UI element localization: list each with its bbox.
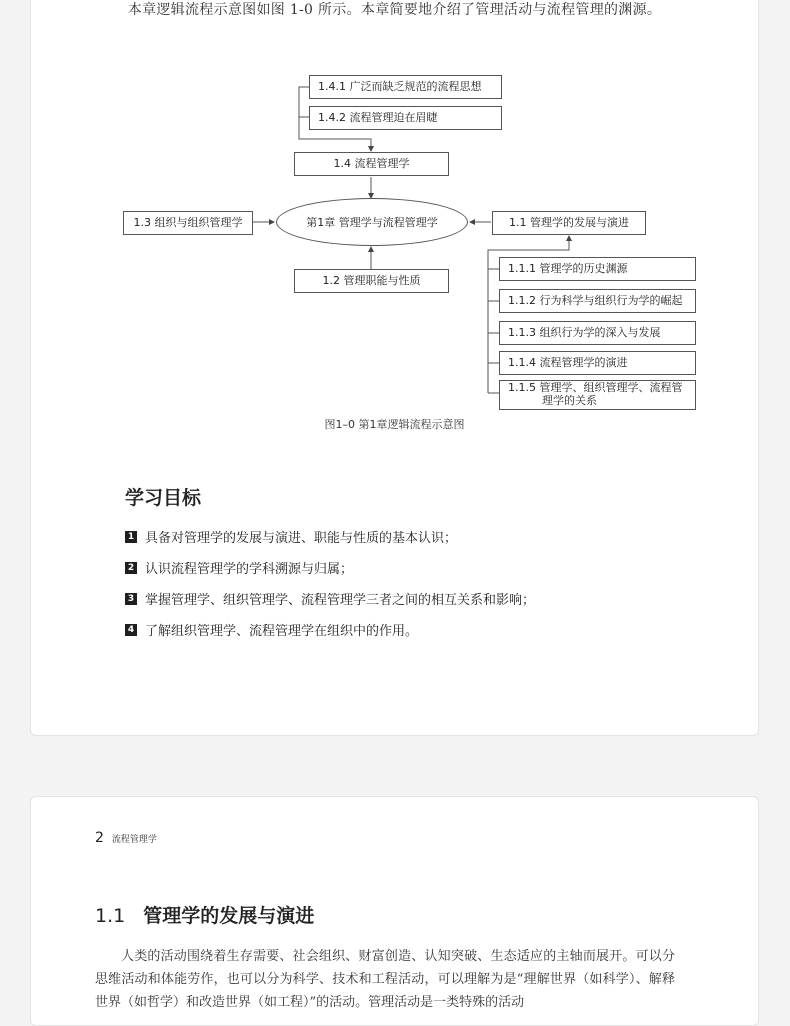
node-1-1-1: 1.1.1 管理学的历史渊源 bbox=[499, 257, 696, 281]
objective-number: 1 bbox=[125, 531, 137, 543]
section-number: 1.1 bbox=[95, 905, 126, 927]
objective-number: 4 bbox=[125, 624, 137, 636]
objective-text: 认识流程管理学的学科溯源与归属； bbox=[145, 562, 354, 577]
objective-text: 掌握管理学、组织管理学、流程管理学三者之间的相互关系和影响； bbox=[145, 593, 536, 608]
node-1-1-3: 1.1.3 组织行为学的深入与发展 bbox=[499, 321, 696, 345]
node-1-1-2: 1.1.2 行为科学与组织行为学的崛起 bbox=[499, 289, 696, 313]
objective-item bbox=[125, 589, 535, 608]
node-1-4: 1.4 流程管理学 bbox=[294, 152, 449, 176]
section-title: 管理学的发展与演进 bbox=[143, 905, 315, 927]
node-1-1-4: 1.1.4 流程管理学的演进 bbox=[499, 351, 696, 375]
node-1-4-2: 1.4.2 流程管理迫在眉睫 bbox=[309, 106, 502, 130]
page-2 bbox=[30, 796, 759, 1026]
node-1-1-5-line1: 1.1.5 管理学、组织管理学、流程管 bbox=[508, 381, 683, 395]
node-chapter-1: 第1章 管理学与流程管理学 bbox=[276, 198, 468, 246]
node-1-4-1: 1.4.1 广泛而缺乏规范的流程思想 bbox=[309, 75, 502, 99]
objective-text: 了解组织管理学、流程管理学在组织中的作用。 bbox=[145, 624, 419, 639]
figure-caption: 图1–0 第1章逻辑流程示意图 bbox=[324, 418, 465, 431]
node-1-3: 1.3 组织与组织管理学 bbox=[123, 211, 253, 235]
book-title: 流程管理学 bbox=[111, 835, 157, 845]
objective-number: 2 bbox=[125, 562, 137, 574]
node-1-1: 1.1 管理学的发展与演进 bbox=[492, 211, 646, 235]
page-1 bbox=[30, 0, 759, 736]
page-number: 2 bbox=[95, 830, 104, 846]
objective-text: 具备对管理学的发展与演进、职能与性质的基本认识； bbox=[145, 531, 458, 546]
objective-item bbox=[125, 558, 353, 577]
objectives-title: 学习目标 bbox=[125, 487, 202, 509]
objective-item bbox=[125, 527, 457, 546]
objective-item bbox=[125, 620, 418, 639]
objective-number: 3 bbox=[125, 593, 137, 605]
node-1-2: 1.2 管理职能与性质 bbox=[294, 269, 449, 293]
node-1-1-5-line2: 理学的关系 bbox=[542, 394, 597, 407]
section-heading bbox=[95, 901, 314, 928]
intro-text: 本章逻辑流程示意图如图 1-0 所示。本章简要地介绍了管理活动与流程管理的渊源。 bbox=[127, 2, 662, 18]
node-1-1-5 bbox=[499, 380, 696, 410]
running-header bbox=[95, 830, 157, 846]
body-paragraph: 人类的活动围绕着生存需要、社会组织、财富创造、认知突破、生态适应的主轴而展开。可以分思维活动和体能劳作，也可以分为科学、技术和工程活动，可以理解为是“理解世界（如科学）、解释世界（如哲学）和改造世界（如工程）”的活动。管理活动是一类特殊的活动 bbox=[95, 949, 675, 1010]
